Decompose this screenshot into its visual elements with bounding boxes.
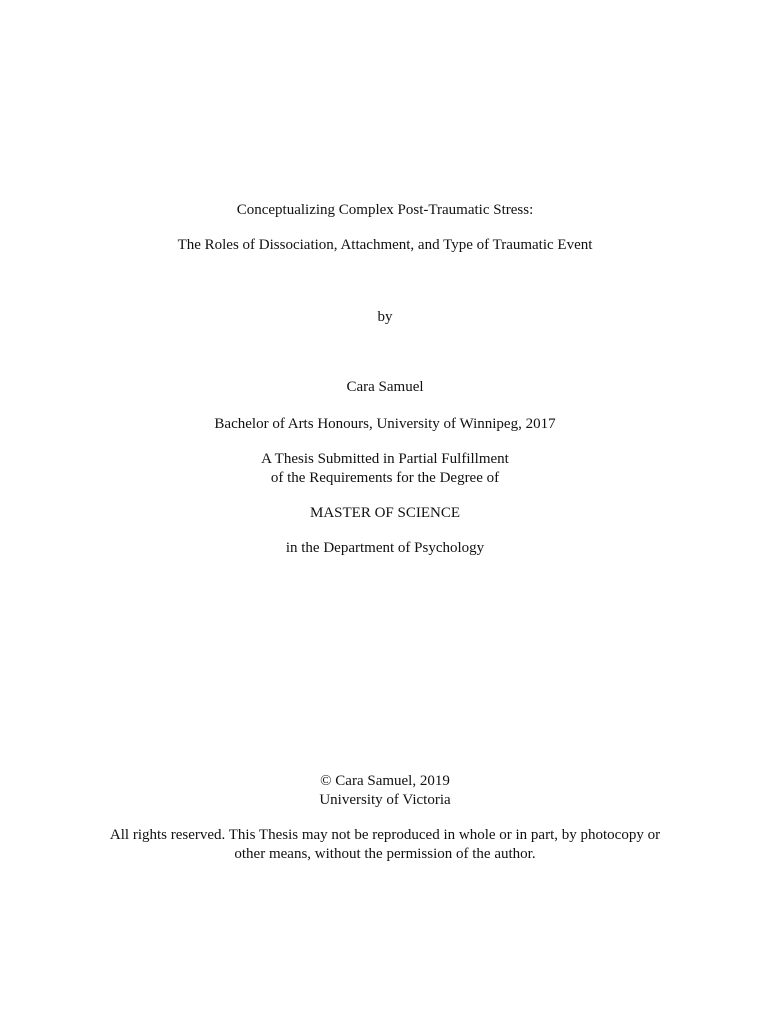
rights-statement-line-2: other means, without the permission of the author. <box>234 846 536 862</box>
by-label: by <box>377 309 393 325</box>
submission-statement-line-2: of the Requirements for the Degree of <box>270 470 500 486</box>
university-name: University of Victoria <box>319 792 451 808</box>
copyright-notice: © Cara Samuel, 2019 <box>320 773 450 789</box>
degree-name: MASTER OF SCIENCE <box>309 505 461 521</box>
rights-statement-line-1: All rights reserved. This Thesis may not be reproduced in whole or in part, by photocopy or <box>109 827 661 843</box>
submission-statement-line-1: A Thesis Submitted in Partial Fulfillment <box>261 451 509 467</box>
thesis-title-line-2: The Roles of Dissociation, Attachment, and Type of Traumatic Event <box>177 237 593 253</box>
department: in the Department of Psychology <box>285 540 485 556</box>
thesis-title-line-1: Conceptualizing Complex Post-Traumatic Stress: <box>236 202 534 218</box>
prior-degree: Bachelor of Arts Honours, University of Winnipeg, 2017 <box>214 416 556 432</box>
author-name: Cara Samuel <box>346 379 424 395</box>
